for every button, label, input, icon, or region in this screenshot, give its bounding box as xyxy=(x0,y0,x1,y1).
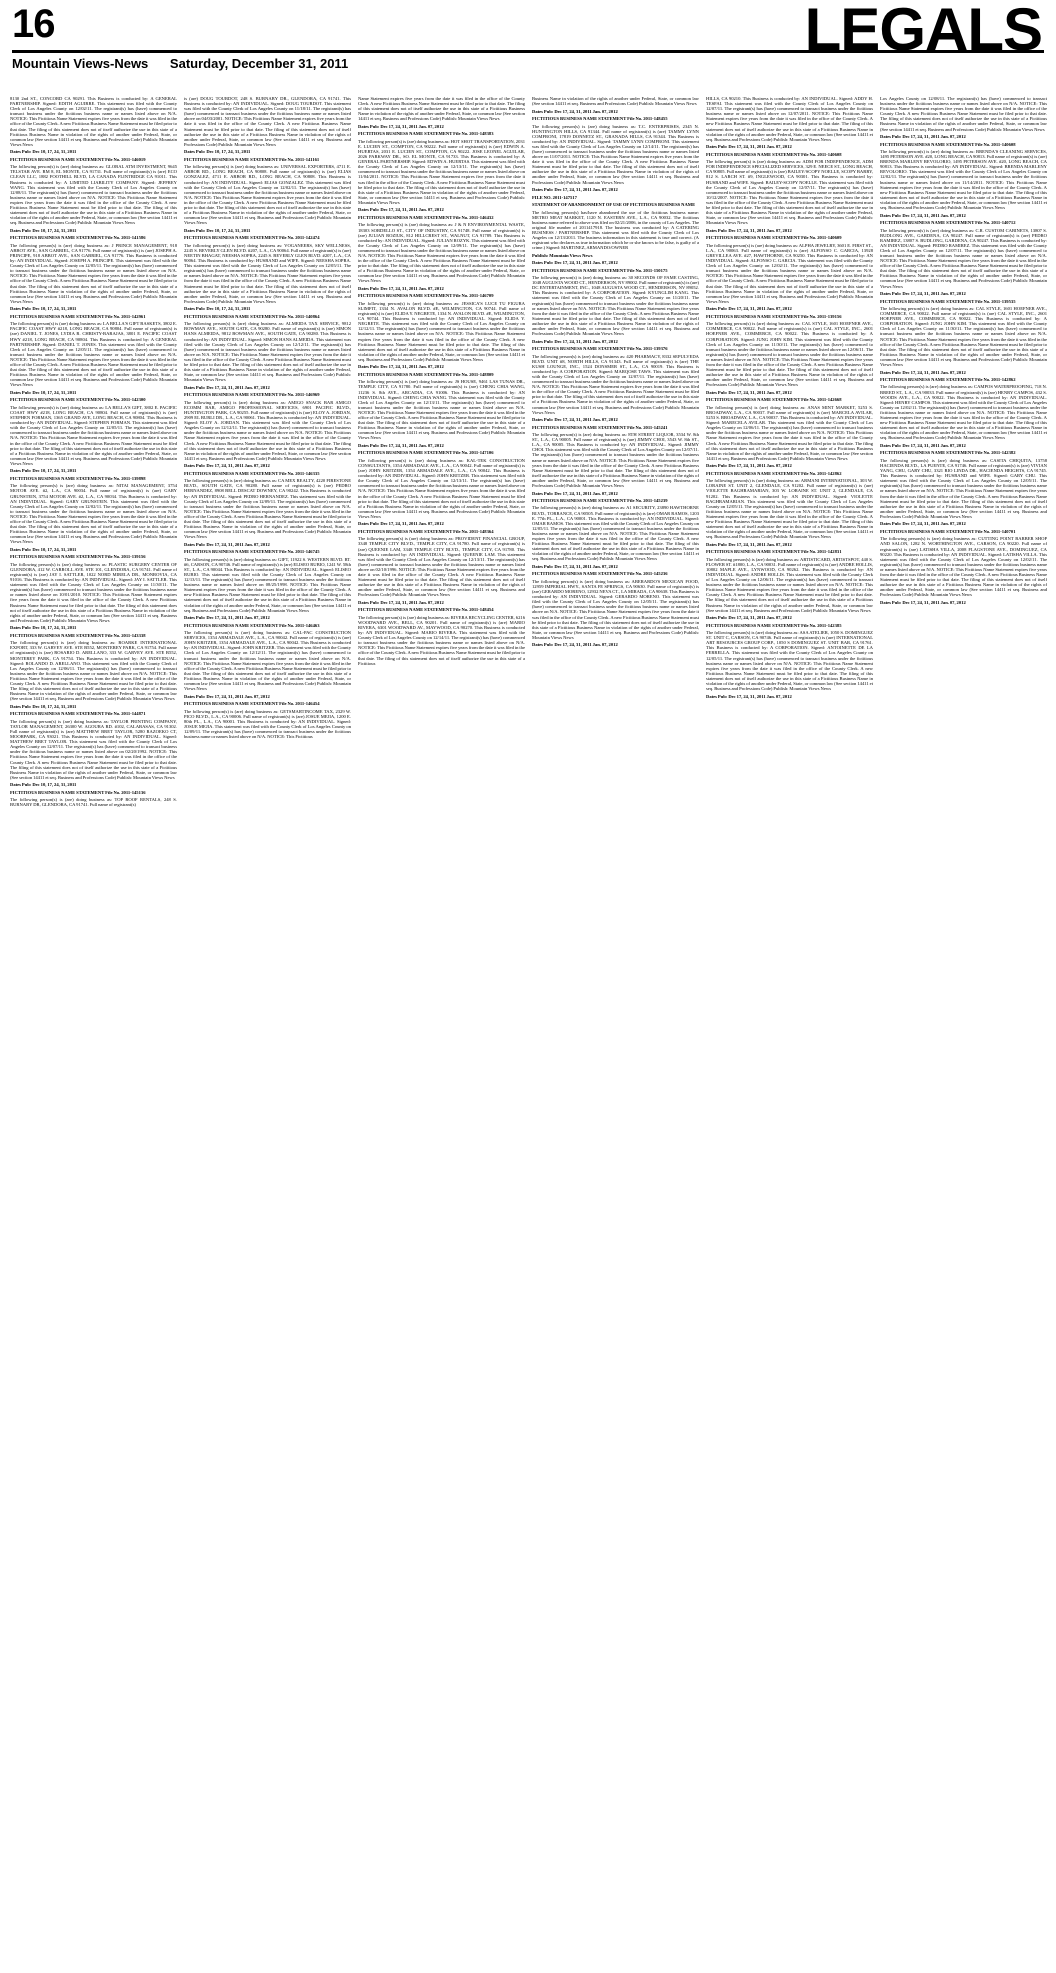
notice-paragraph: The following person(s) is (are) doing business as: CAL STYLE, 1601 HOEFNER AVE., COMMERCE, CA 90022. Full name of registrant(s) is (are) CAL STYLE, INC., 2601 HOEFNER AVE., COMMERCE, CA 90022. This Business is conducted by: A CORPORATION. Signed: JUNG JOHN KIM. This statement was filed with the County Clerk of Los Angeles County on 11/30/11. The registrant(s) has (have) commenced to transact business under the fictitious business name or names listed above on N/A. NOTICE: This Fictitious Name Statement expires five years from the date it was filed in the office of the County Clerk. A new Fictitious Business Name Statement must be filed prior to that date. The filing of this statement does not of itself authorize the use in this state of a Fictitious Business Name in violation of the rights of another under Federal, State, or common law (See section 14411 et seq. Business and Professions Code) Publish: Mountain Views News xyxy=(880,305,1047,368)
notice-heading: FICTITIOUS BUSINESS NAME STATEMENT File No. 2011-142862 xyxy=(706,470,842,476)
paper-identification xyxy=(12,56,348,71)
notice-heading: FICTITIOUS BUSINESS NAME STATEMENT File No. 2011-146709 xyxy=(358,293,494,299)
notice-heading: Dates Pub: Dec 10, 17, 24, 31, 2011 xyxy=(10,389,77,395)
notice-paragraph: The following person(s) is (are) doing business as: C.R. CUSTOM CABINETS, 13807 S. BUDLONG AVE., GARDENA, CA 90247. Full name of registrant(s) is (are) PEDRO RAMIREZ, 13807 S. BUDLONG, GARDENA, CA 90247. This Business is conducted by: AN INDIVIDUAL. Signed: PEDRO RAMIREZ. This statement was filed with the County Clerk of Los Angeles County on 12/07/11. The registrant(s) has (have) commenced to transact business under the fictitious business name or names listed above on N/A. NOTICE: This Fictitious Name Statement expires five years from the date it was filed in the office of the County Clerk. A new Fictitious Business Name Statement must be filed prior to that date. The filing of this statement does not of itself authorize the use in this state of a Fictitious Business Name in violation of the rights of another under Federal, State, or common law (See section 14411 et seq. Business and Professions Code) Publish: Mountain Views News xyxy=(880,227,1047,289)
notice-heading: Dates Pub: Dec 17, 24, 31, 2011 Jan. 07, 2012 xyxy=(358,285,444,291)
notice-heading: Dates Pub: Dec 10, 17, 24, 31, 2011 xyxy=(10,625,77,631)
notice-heading: FICTITIOUS BUSINESS NAME STATEMENT File No. 2011-142862 xyxy=(880,376,1016,382)
notice-paragraph: The following person(s) is (are) doing business as: 420 PHARMACY, 8332 SEPULVEDA BLVD. UNIT #8, NORTH HILLS, CA 91343. Full name of registrant(s) is (are) THE KUSH LOUNGE, INC., 1524 DONSMER ST., L.A., CA 90019. This Business is conducted by: A CORPORATION. Signed: MARQOSE TAWS. This statement was filed with the County Clerk of Los Angeles County on 12/07/11. The registrant(s) has (have) commenced to transact business under the fictitious business name or names listed above on N/A. NOTICE: This Fictitious Name Statement expires five years from the date it was filed in the office of the County Clerk. A new Fictitious Business Name Statement must be filed prior to that date. The filing of this statement does not of itself authorize the use in this state of a Fictitious Business Name in violation of the rights of another under Federal, State, or common law (See section 14411 et seq. Business and Professions Code) Publish: Mountain Views News xyxy=(532,353,699,415)
notice-paragraph: The following person(s) is (are) doing business as: 8TH STREET LIQUOR, 3534 W. 8th ST., L.A., CA 90005. Full name of registrant(s) is (are) JIMMY CHOI, 3543 W. 8th ST., L.A., CA 90005. This Business is conducted by: AN INDIVIDUAL. Signed: JIMMY CHOI. This statement was filed with the County Clerk of Los Angeles County on 12/07/11. The registrant(s) has (have) commenced to transact business under the fictitious business name or names listed above on N/A. NOTICE: This Fictitious Name Statement expires five years from the date it was filed in the office of the County Clerk. A new Fictitious Business Name Statement must be filed prior to that date. The filing of this statement does not of itself authorize the use in this state of a Fictitious Business Name in violation of the rights of another under Federal, State, or common law (See section 14411 et seq. Business and Professions Code) Publish: Mountain Views News xyxy=(532,432,699,489)
notice-heading: Dates Pub: Dec 10, 17, 24, 31, 2011 xyxy=(184,227,251,233)
notice-heading: FICTITIOUS BUSINESS NAME STATEMENT File No. 2011-140712 xyxy=(880,220,1016,226)
notice-heading: Dates Pub: Dec 17, 24, 31, 2011 Jan. 07, 2012 xyxy=(184,463,270,469)
notice-heading: Dates Pub: Dec 10, 17, 24, 31, 2011 xyxy=(184,306,251,312)
notice-heading: FICTITIOUS BUSINESS NAME STATEMENT File No. 2011-143338 xyxy=(10,632,146,638)
notice-heading: FICTITIOUS BUSINESS NAME STATEMENT File No. 2011-146432 xyxy=(358,214,494,220)
notice-heading: FICTITIOUS BUSINESS NAME STATEMENT File No. 2011-148364 xyxy=(358,528,494,534)
notice-heading: Dates Pub: Dec 17, 24, 31, 2011 Jan. 07, 2012 xyxy=(880,291,966,297)
paper-name: Mountain Views-News xyxy=(12,56,149,71)
notice-heading: Dates Pub: Dec 17, 24, 31, 2011 Jan. 07, 2012 xyxy=(706,389,792,395)
section-title: LEGALS xyxy=(804,0,1042,63)
notice-heading: FICTITIOUS BUSINESS NAME STATEMENT File No. 2011-142668 xyxy=(706,397,842,403)
issue-date: Saturday, December 31, 2011 xyxy=(169,56,349,71)
notice-heading: Dates Pub: Dec 17, 24, 31, 2011 Jan. 07, 2012 xyxy=(184,693,270,699)
notice-heading: Dates Pub: Dec 17, 24, 31, 2011 Jan. 07, 2012 xyxy=(358,442,444,448)
notice-heading: Dates Pub: Dec 17, 24, 31, 2011 Jan. 07, 2012 xyxy=(706,615,792,621)
notice-heading: Dates Pub: Dec 10, 17, 24, 31, 2011 xyxy=(10,149,77,155)
notice-heading: Dates Pub: Dec 17, 24, 31, 2011 Jan. 07, 2012 xyxy=(880,212,966,218)
notice-paragraph: The following person(s) is (are) doing business as: BRENDA'S CLEANING SERVICES, 1495 PETERSON AVE. #20, LONG BEACH, CA 90813. Full name of registrant(s) is (are) BRENDA MARLENY REVOLORIO, 1495 PETERSON AVE. #20, LONG BEACH, CA 90813. This Business is conducted by: AN INDIVIDUAL. Signed: BRENDA MARLENY REVOLORIO. This statement was filed with the County Clerk of Los Angeles County on 12/02/11. The registrant(s) has (have) commenced to transact business under the fictitious business name or names listed above on 11/14/2011. NOTICE: This Fictitious Name Statement expires five years from the date it was filed in the office of the County Clerk. A new Fictitious Business Name Statement must be filed prior to that date. The filing of this statement does not of itself authorize the use in this state of a Fictitious Business Name in violation of the rights of another under Federal, State, or common law (See section 14411 et seq. Business and Professions Code) Publish: Mountain Views News xyxy=(880,149,1047,211)
notice-heading: FICTITIOUS BUSINESS NAME STATEMENT File No. 2011-140609 xyxy=(706,235,842,241)
notice-paragraph: The following person(s) is (are) doing business as: GETSMARTINCOME TAX, 2329 W. PICO BLVD., L.A., CA 90006. Full name of registrant(s) is (are) JOSUE MEJIA, 1200 E. 80th PL., L.A., CA 90001. This Business is conducted by: AN INDIVIDUAL. Signed: JOSUE MEJIA. This statement was filed with the County Clerk of Los Angeles County on 12/09/11. The registrant(s) has (have) commenced to transact business under the fictitious business name or names listed above on N/A. NOTICE: This Fictitious xyxy=(184,708,351,740)
notice-paragraph: The following person(s) is (are) doing business as: J & N ENVIRONMENTAL WASTE, 18303 SORDELLO ST., CITY OF INDUSTRY, CA 91748. Full name of registrant(s) is (are) JULIAN ROZIUK, 812 HILLCREST ST., WALNUT, CA 91789. This Business is conducted by: AN INDIVIDUAL. Signed: JULIAN ROZYK. This statement was filed with the County Clerk of Los Angeles County on 12/09/11. The registrant(s) has (have) commenced to transact business under the fictitious business name or names listed above on N/A. NOTICE: This Fictitious Name Statement expires five years from the date it was filed in the office of the County Clerk. A new Fictitious Business Name Statement must be filed prior to that date. The filing of this statement does not of itself authorize the use in this state of a Fictitious Business Name in violation of the rights of another under Federal, State, or common law (See section 14411 et seq. Business and Professions Code) Publish: Mountain Views News xyxy=(358,222,525,284)
notice-heading: FICTITIOUS BUSINESS NAME STATEMENT File No. 2011-141161 xyxy=(184,156,320,162)
notice-heading: Dates Pub: Dec 17, 24, 31, 2011 Jan. 07, 2012 xyxy=(532,417,618,423)
notice-heading: FICTITIOUS BUSINESS NAME STATEMENT File No. 2011-140608 xyxy=(880,141,1016,147)
notice-paragraph: The following person(s) is (are) doing business as: GLOBAL ATM INVESTMENT, 9645 TELSTAR AVE. RM 8, EL MONTE, CA 91731. Full name of registrant(s) is (are) ECO CLEAN LLC, 1882 FOOTHILL BLVD, LA CANADA FLINTRIDGE CA 91011. This Business is conducted by: A LIMITED LIABILITY COMPANY. Signed: JEFFREY WANG. This statement was filed with the County Clerk of Los Angeles County on 12/08/11. The registrant(s) has (have) commenced to transact business under the fictitious business name or names listed above on N/A. NOTICE: This Fictitious Name Statement expires five years from the date it was filed in the office of the County Clerk. A new Fictitious Business Name Statement must be filed prior to that date. The filing of this statement does not of itself authorize the use in this state of a Fictitious Business Name in violation of the rights of another under Federal, State, or common law (See section 14411 et seq. Business and Professions Code) Publish: Mountain Views News xyxy=(10,164,177,226)
notice-heading: Dates Pub: Dec 17, 24, 31, 2011 Jan. 07, 2012 xyxy=(532,563,618,569)
notice-heading: FICTITIOUS BUSINESS NAME STATEMENT File No. 2011-139156 xyxy=(706,313,842,319)
notice-paragraph: The following person(s) is (are) doing business as: CUTTING POINT BARBER SHOP AND SALON, 1282 N. WORTHINGTON AVE., CARSON, CA 90220. Full name of registrant(s) is (are) LATISHA VILLA, 2008 FLAGSTONE AVE., DOMINGUEZ, CA 90220. This Business is conducted by: AN INDIVIDUAL. Signed: LATISHA VILLA. This statement was filed with the County Clerk of Los Angeles County on 12/02/11. The registrant(s) has (have) commenced to transact business under the fictitious business name or names listed above on N/A. NOTICE: This Fictitious Name Statement expires five years from the date it was filed in the office of the County Clerk. A new Fictitious Business Name Statement must be filed prior to that date. The filing of this statement does not of itself authorize the use in this state of a Fictitious Business Name in violation of the rights of another under Federal, State, or common law (See section 14411 et seq. Business and Professions Code) Publish: Mountain Views News xyxy=(880,536,1047,598)
notice-paragraph: The following person(s) is (are) doing business as: CAL-PAC CONSTRUCTION SERVICES, 1354 ARMADALE AVE., L.A., CA 90042. Full name of registrant(s) is (are) JOHN KRITZER, 1354 ARMADALE AVE., L.A., CA 90042. This Business is conducted by: AN INDIVIDUAL. Signed: JOHN KRITZER. This statement was filed with the County Clerk of Los Angeles County on 12/12/11. The registrant(s) has (have) commenced to transact business under the fictitious business name or names listed above on N/A. NOTICE: This Fictitious Name Statement expires five years from the date it was filed in the office of the County Clerk. A new Fictitious Business Name Statement must be filed prior to that date. The filing of this statement does not of itself authorize the use in this state of a Fictitious Business Name in violation of the rights of another under Federal, State, or common law (See section 14411 et seq. Business and Professions Code) Publish: Mountain Views News xyxy=(184,630,351,692)
notice-heading: Dates Pub: Dec 17, 24, 31, 2011 Jan. 07, 2012 xyxy=(532,642,618,648)
notice-heading: FICTITIOUS BUSINESS NAME STATEMENT File No. 2011-142300 xyxy=(10,397,146,403)
notice-heading: Dates Pub: Dec 17, 24, 31, 2011 Jan. 07, 2012 xyxy=(706,306,792,312)
legal-column xyxy=(358,96,525,1964)
legal-column xyxy=(10,96,177,1964)
notice-heading: FICTITIOUS BUSINESS NAME STATEMENT File No. 2011-146463 xyxy=(184,622,320,628)
notice-heading: FICTITIOUS BUSINESS NAME STATEMENT File No. 2011-145236 xyxy=(532,571,668,577)
notice-paragraph: The following person(s) is (are) doing business as: ARTISTICARD, ARTISTSPOT, 440 S. FLOWER ST. #1800, L.A., CA 90031. Full name of registrant(s) is (are) ANDRE HOLLIS, 10802 MAPLE AVE., LYNWOOD, CA 90262. This Business is conducted by: AN INDIVIDUAL. Signed: ANDRE HOLLIS. This statement was filed with the County Clerk of Los Angeles County on 12/06/11. The registrant(s) has (have) commenced to transact business under the fictitious business name or names listed above on N/A. NOTICE: This Fictitious Name Statement expires five years from the date it was filed in the office of the County Clerk. A new Fictitious Business Name Statement must be filed prior to that date. The filing of this statement does not of itself authorize the use in this state of a Fictitious Business Name in violation of the rights of another under Federal, State, or common law (See section 14411 et seq. Business and Professions Code) Publish: Mountain Views News xyxy=(706,556,873,613)
notice-heading: FICTITIOUS BUSINESS NAME STATEMENT File No. 2011-139898 xyxy=(10,475,146,481)
notice-paragraph: The following person(s) is (are) doing business as: ASA ATELIER, 1050 S. DOMINGUEZ ST. UNIT C, CARSON, CA 90746. Full name of registrant(s) is (are) INTERNATIONAL ART RESOURCES GROUP CORP., 1050 S DOMINGUEZ ST. UNIT BAR, CA 91761. This Business is conducted by: A CORPORATION. Signed: ANTOINETTE DE LA FERRELLA. This statement was filed with the County Clerk of Los Angeles County on 12/05/11. The registrant(s) has (have) commenced to transact business under the fictitious business name or names listed above on N/A. NOTICE: This Fictitious Name Statement expires five years from the date it was filed in the office of the County Clerk. A new Fictitious Business Name Statement must be filed prior to that date. The filing of this statement does not of itself authorize the use in this state of a Fictitious Business Name in violation of the rights of another under Federal, State, or common law (See section 14411 et seq. Business and Professions Code) Publish: Mountain Views News xyxy=(706,630,873,692)
notice-heading: FICTITIOUS BUSINESS NAME STATEMENT File No. 2011-142831 xyxy=(706,549,842,555)
notice-paragraph: The following person(s) is (are) doing business as: T.C. ENTERPRISES, 2345 N. HUNTINGTON HILLS, CA 91344. Full name of registrant(s) is (are) TAMMY LYNN COMFRONI, 17819 DONNETZ ST., GRANADA HILLS, CA 91344. This Business is conducted by: AN INDIVIDUAL. Signed: TAMMY LYNN COMFRONI. This statement was filed with the County Clerk of Los Angeles County on 12/14/11. The registrant(s) has (have) commenced to transact business under the fictitious business name or names listed above on 11/07/2011. NOTICE: This Fictitious Name Statement expires five years from the date it was filed in the office of the County Clerk. A new Fictitious Business Name Statement must be filed prior to that date. The filing of this statement does not of itself authorize the use in this state of a Fictitious Business Name in violation of the rights of another under Federal, State, or common law (See section 14411 et seq. Business and Professions Code) Publish: Mountain Views News xyxy=(532,123,699,185)
notice-heading: FICTITIOUS BUSINESS NAME STATEMENT File No. 2011-146745 xyxy=(184,549,320,555)
notice-paragraph: The following person(s) is (are) doing business as: LA BELLA'S GIFT BASKETS, 3802 E. PACIFIC COAST HWY #218, LONG BEACH, CA 90804. Full name of registrant(s) is (are) DANIEL T. JONES, LYDIA R. CHRISTY-BARAJAS, 3801 E. PACIFIC COAST HWY #218, LONG BEACH, CA 90804. This Business is conducted by: A GENERAL PARTNERSHIP. Signed: DANIEL T. JONES. This statement was filed with the County Clerk of Los Angeles County on 12/05/11. The registrant(s) has (have) commenced to transact business under the fictitious business name or names listed above on N/A. NOTICE: This Fictitious Name Statement expires five years from the date it was filed in the office of the County Clerk. A new Fictitious Business Name Statement must be filed prior to that date. The filing of this statement does not of itself authorize the use in this state of a Fictitious Business Name in violation of the rights of another under Federal, State, or common law (See section 14411 et seq. Business and Professions Code) Publish: Mountain Views News xyxy=(10,321,177,388)
notice-paragraph: HILLS, CA 90210. This Business is conducted by: AN INDIVIDUAL. Signed: ADDY H. TESFAI. This statement was filed with the County Clerk of Los Angeles County on 12/07/11. The registrant(s) has (have) commenced to transact business under the fictitious business name or names listed above on 12/07/2011. NOTICE: This Fictitious Name Statement expires five years from the date it was filed in the office of the County Clerk. A new Fictitious Business Name Statement must be filed prior to that date. The filing of this statement does not of itself authorize the use in this state of a Fictitious Business Name in violation of the rights of another under Federal, State, or common law (See section 14411 et seq. Business and Professions Code) Publish: Mountain Views News xyxy=(706,96,873,142)
notice-heading: Dates Pub: Dec 10, 17, 24, 31, 2011 xyxy=(10,306,77,312)
notice-heading: FICTITIOUS BUSINESS NAME STATEMENT File No. 2011-139376 xyxy=(532,346,668,352)
notice-heading: FICTITIOUS BUSINESS NAME STATEMENT File No. 2011-144871 xyxy=(10,711,146,717)
notice-heading: Dates Pub: Dec 10, 17, 24, 31, 2011 xyxy=(10,703,77,709)
notice-heading: Dates Pub: Dec 17, 24, 31, 2011 Jan. 07, 2012 xyxy=(532,108,618,114)
notice-paragraph: The following person(s) is (are) doing business as: JESSICA'S LUCE TU FIGURA SLIMFIT, 1334 N. AVALON BLVD. #E, WILMINGTON, CA 90744. Full name of registrant(s) is (are) ELIDA Y. NEGRETE, 1334 N. AVALON BLVD. #E, WILMINGTON, CA 90744. This Business is conducted by: AN INDIVIDUAL. Signed: ELIDA Y. NEGRETE. This statement was filed with the County Clerk of Los Angeles County on 12/12/11. The registrant(s) has (have) commenced to transact business under the fictitious business name or names listed above on N/A. NOTICE: This Fictitious Name Statement expires five years from the date it was filed in the office of the County Clerk. A new Fictitious Business Name Statement must be filed prior to that date. The filing of this statement does not of itself authorize the use in this state of a Fictitious Business Name in violation of the rights of another under Federal, State, or common law (See section 14411 et seq. Business and Professions Code) Publish: Mountain Views News xyxy=(358,300,525,362)
notice-heading: Dates Pub: Dec 17, 24, 31, 2011 Jan. 07, 2012 xyxy=(532,338,618,344)
notice-heading: FICTITIOUS BUSINESS NAME STATEMENT File No. 2011-142474 xyxy=(184,235,320,241)
notice-heading: FICTITIOUS BUSINESS NAME STATEMENT File No. 2011-146969 xyxy=(184,392,320,398)
notice-heading: FICTITIOUS BUSINESS NAME STATEMENT File No. 2011-148455 xyxy=(532,116,668,122)
notice-heading: Dates Pub: Dec 17, 24, 31, 2011 Jan. 07, 2012 xyxy=(532,260,618,266)
notice-heading: Dates Pub: Dec 17, 24, 31, 2011 Jan. 07, 2012 xyxy=(184,384,270,390)
notice-heading: FICTITIOUS BUSINESS NAME STATEMENT File No. 2011-148809 xyxy=(358,371,494,377)
notice-heading: Dates Pub: Dec 17, 24, 31, 2011 Jan. 07, 2012 xyxy=(184,615,270,621)
notice-paragraph: The following person(s) is (are) doing business as: CAL STYLE, 1601 HOEFNER AVE., COMMERCE, CA 90022. Full name of registrant(s) is (are) CAL STYLE, INC., 2601 HOEFNER AVE., COMMERCE, CA 90022. This Business is conducted by: A CORPORATION. Signed: JUNG JOHN KIM. This statement was filed with the County Clerk of Los Angeles County on 11/30/11. The registrant(s) has (have) commenced to transact business under the fictitious business name or names listed above on 12/06/11. The registrant(s) has (have) commenced to transact business under the fictitious business name or names listed above on N/A. NOTICE: This Fictitious Name Statement expires five years from the date it was filed in the office of the County Clerk. A new Fictitious Business Name Statement must be filed prior to that date. The filing of this statement does not of itself authorize the use in this state of a Fictitious Business Name in violation of the rights of another under Federal, State, or common law (See section 14411 et seq. Business and Professions Code) Publish: Mountain Views News xyxy=(706,321,873,388)
notice-heading: FILE NO. 2011-147517 xyxy=(532,194,577,200)
notice-heading: FICTITIOUS BUSINESS NAME STATEMENT File No. 2011-142385 xyxy=(706,622,842,628)
notice-heading: Dates Pub: Dec 17, 24, 31, 2011 Jan. 07, 2012 xyxy=(706,463,792,469)
notice-paragraph: The following person(s) is (are) doing business as: ADM FOR INDEPENDENCE, ADM FOR INDEPENDENCE SPECIALIZED SERVICES, 329 E. NEECE ST., LONG BEACH, CA 90805. Full name of registrant(s) is (are) BAILEY/SCOPY NOELLE, SCOPY BARRY, 812 S. LARCH ST. #9, INGLEWOOD, CA 90301. This Business is conducted by: HUSBAND and WIFE. Signed: BAILEY-SCOPY NOELLE. This statement was filed with the County Clerk of Los Angeles County on 12/07/11. The registrant(s) has (have) commenced to transact business under the fictitious business name or names listed above on 10/12/2007. NOTICE: This Fictitious Name Statement expires five years from the date it was filed in the office of the County Clerk. A new Fictitious Business Name Statement must be filed prior to that date. The filing of this statement does not of itself authorize the use in this state of a Fictitious Business Name in violation of the rights of another under Federal, State, or common law (See section 14411 et seq. Business and Professions Code) Publish: Mountain Views News xyxy=(706,159,873,226)
notice-paragraph: The following person(s) is (are) doing business as: A1 SECURITY, 23890 HAWTHORNE BLVD., TORRANCE, CA 90505. Full name of registrant(s) is (are) OMAR RAMOS, 1203 E. 77th PL., L.A., CA 90001. This Business is conducted by: AN INDIVIDUAL. Signed: OMAR RAMOS. This statement was filed with the County Clerk of Los Angeles County on 12/05/11. The registrant(s) has (have) commenced to transact business under the fictitious business name or names listed above on N/A. NOTICE: This Fictitious Name Statement expires five years from the date it was filed in the office of the County Clerk. A new Fictitious Business Name Statement must be filed prior to that date. The filing of this statement does not of itself authorize the use in this state of a Fictitious Business Name in violation of the rights of another under Federal, State, or common law (See section 14411 et seq. Business and Professions Code) Publish: Mountain Views News xyxy=(532,505,699,562)
notice-paragraph: The following person(s) is (are) doing business as: CA MEX REALTY, 4220 FIRESTONE BLVD., SOUTH GATE, CA 90280. Full name of registrant(s) is (are) PEDRO HERNANDEZ, 8908 BELL DESCAT DOWNEY, CA 90242. This Business is conducted by: AN INDIVIDUAL. Signed: PEDRO HERNANDEZ. This statement was filed with the County Clerk of Los Angeles County on 12/09/11. The registrant(s) has (have) commenced to transact business under the fictitious business name or names listed above on N/A. NOTICE: This Fictitious Name Statement expires five years from the date it was filed in the office of the County Clerk. A new Fictitious Business Name Statement must be filed prior to that date. The filing of this statement does not of itself authorize the use in this state of a Fictitious Business Name in violation of the rights of another under Federal, State, or common law (See section 14411 et seq. Business and Professions Code) Publish: Mountain Views News xyxy=(184,478,351,540)
notice-heading: Dates Pub: Dec 10, 17, 24, 31, 2011 xyxy=(10,546,77,552)
notice-paragraph: The following person(s) is (are) doing business as: GIFT, 11922 S. WESTERN BLVD. RT. #6, CARSON, CA 90746. Full name of registrant(s) is (are) ELISEO RUBIO, 1241 W. 58th ST., L.A., CA 90044. This Business is conducted by: AN INDIVIDUAL. Signed: ELISEO RUBIO. This statement was filed with the County Clerk of Los Angeles County on 12/13/11. The registrant(s) has (have) commenced to transact business under the fictitious business name or names listed above on 08/25/1998. NOTICE: This Fictitious Name Statement expires five years from the date it was filed in the office of the County Clerk. A new Fictitious Business Name Statement must be filed prior to that date. The filing of this statement does not of itself authorize the use in this state of a Fictitious Business Name in violation of the rights of another under Federal, State, or common law (See section 14411 et seq. Business and Professions Code) Publish: Mountain Views News xyxy=(184,556,351,613)
legal-notice-columns xyxy=(10,96,1046,1964)
notice-heading: FICTITIOUS BUSINESS NAME STATEMENT File No. 2011-150175 xyxy=(532,267,668,273)
notice-heading: Publish: Mountain Views News xyxy=(532,252,593,258)
notice-paragraph: The following person(s) has/have abandoned the use of the fictitious business name: METRO MEAT MARKET, 1120 N. EASTERN AVE., L.A., CA 90032. The fictitious business name referred to above was filed on 02/21/2006, in the county of Los Angeles. The original file number of 2011417918. The business was conducted by: A CATERING BUSINESS / PARTNERSHIP. This statement was filed with the County Clerk of Los Angeles on 12/13/2011. The business information in this statement is true and correct. (A registrant who declares as true information which he or she knows to be false, is guilty of a crime.) Signed: MARTINEZ, ARMANDO/OWNER xyxy=(532,209,699,251)
notice-heading: Dates Pub: Dec 17, 24, 31, 2011 Jan. 07, 2012 xyxy=(706,144,792,150)
notice-heading: Dates Pub: Dec 17, 24, 31, 2011 Jan. 07, 2012 xyxy=(880,134,966,140)
notice-heading: FICTITIOUS BUSINESS NAME STATEMENT File No. 2011-142382 xyxy=(880,450,1016,456)
masthead-left xyxy=(12,4,55,44)
notice-paragraph: The following person(s) is (are) doing business as: JS HOUSE, 9461 LAS TUNAS DR., TEMPLE CITY, CA 91780. Full name of registrant(s) is (are) CHENG CHIA WANG, 11236 S. 8th AVE., ARCADIA, CA 91006. This Business is conducted by: AN INDIVIDUAL. Signed: CHENG CHIA WANG. This statement was filed with the County Clerk of Los Angeles County on 12/13/11. The registrant(s) has (have) commenced to transact business under the fictitious business name or names listed above on N/A. NOTICE: This Fictitious Name Statement expires five years from the date it was filed in the office of the County Clerk. A new Fictitious Business Name Statement must be filed prior to that date. The filing of this statement does not of itself authorize the use in this state of a Fictitious Business Name in violation of the rights of another under Federal, State, or common law (See section 14411 et seq. Business and Professions Code) Publish: Mountain Views News xyxy=(358,379,525,441)
notice-heading: Dates Pub: Dec 10, 17, 24, 31, 2011 xyxy=(10,227,77,233)
legal-column xyxy=(880,96,1047,1964)
notice-heading: FICTITIOUS BUSINESS NAME STATEMENT File No. 2011-146335 xyxy=(184,470,320,476)
notice-paragraph: The following person(s) is (are) doing business as: 30 SECONDS OF FAME CASTING, 1048 AUGUSTA WOOD CT., HENDERSON, NV 89002. Full name of registrant(s) is (are) DC ENTERTAINMENT, INC., 1048 AUGUSTA WOOD CT., HENDERSON, NV 89052. This Business is conducted by: A CORPORATION. Signed: KYUNGLIM KANG. This statement was filed with the County Clerk of Los Angeles County on 11/20/11. The registrant(s) has (have) commenced to transact business under the fictitious business name or names listed above on N/A. NOTICE: This Fictitious Name Statement expires five years from the date it was filed in the office of the County Clerk. A new Fictitious Business Name Statement must be filed prior to that date. The filing of this statement does not of itself authorize the use in this state of a Fictitious Business Name in violation of the rights of another under Federal, State, or common law (See section 14411 et seq. Business and Professions Code) Publish: Mountain Views News xyxy=(532,275,699,337)
notice-paragraph: The following person(s) is (are) doing business as: AMIGO SNACK BAR AMIGO ECOMM BAR, AMIGO PROFESSIONAL SERVICES, 6901 PACIFIC BLVD., HUNTINGTON PARK, CA 90255. Full name of registrant(s) is (are) ELOY A. JORDAN, 2909 EL BURLI DR., L.A., CA 90061. This Business is conducted by: AN INDIVIDUAL. Signed: ELOY A. JORDAN. This statement was filed with the County Clerk of Los Angeles County on 12/12/11. The registrant(s) has (have) commenced to transact business under the fictitious business name or names listed above on N/A. NOTICE: This Fictitious Name Statement expires five years from the date it was filed in the office of the County Clerk. A new Fictitious Business Name Statement must be filed prior to that date. The filing of this statement does not of itself authorize the use in this state of a Fictitious Business Name in violation of the rights of another under Federal, State, or common law (See section 14411 et seq. Business and Professions Code) Publish: Mountain Views News xyxy=(184,399,351,461)
notice-heading: Dates Pub: Dec 10, 17, 24, 31, 2011 xyxy=(184,149,251,155)
legal-column xyxy=(706,96,873,1964)
page-number: 16 xyxy=(12,2,55,46)
notice-heading: Dates Pub: Dec 17, 24, 31, 2011 Jan. 07, 2012 xyxy=(532,187,618,193)
notice-heading: Dates Pub: Dec 17, 24, 31, 2011 Jan. 07, 2012 xyxy=(706,227,792,233)
notice-paragraph: The following person(s) is (are) doing business as: ALPHA JEWELRY, 3601 E. FIRST ST., L.A., CA 90063. Full name of registrant(s) is (are) ALFONSO C. GARCIA, 13928 GREVILLEA AVE. #27, HAWTHORNE, CA 90250. This Business is conducted by: AN INDIVIDUAL. Signed: ALFONSO C. GARCIA. This statement was filed with the County Clerk of Los Angeles County on 12/02/11. The registrant(s) has (have) commenced to transact business under the fictitious business name or names listed above on N/A. NOTICE: This Fictitious Name Statement expires five years from the date it was filed in the office of the County Clerk. A new Fictitious Business Name Statement must be filed prior to that date. The filing of this statement does not of itself authorize the use in this state of a Fictitious Business Name in violation of the rights of another under Federal, State, or common law (See section 14411 et seq. Business and Professions Code) Publish: Mountain Views News xyxy=(706,242,873,304)
notice-paragraph: The following person(s) is (are) doing business as: NITAI MANAGEMENT, 3754 MOTOR AVE. #2, L.A., CA 90034. Full name of registrant(s) is (are) GARY GRUNSTEIN, 3754 MOTOR AVE. #2, L.A., CA 90034. This Business is conducted by: AN INDIVIDUAL. Signed: GARY GRUNSTEIN. This statement was filed with the County Clerk of Los Angeles County on 12/02/11. The registrant(s) has (have) commenced to transact business under the fictitious business name or names listed above on N/A. NOTICE: This Fictitious Name Statement expires five years from the date it was filed in the office of the County Clerk. A new Fictitious Business Name Statement must be filed prior to that date. The filing of this statement does not of itself authorize the use in this state of a Fictitious Business Name in violation of the rights of another under Federal, State, or common law (See section 14411 et seq. Business and Professions Code) Publish: Mountain Views News xyxy=(10,483,177,545)
notice-paragraph: The following person(s) is (are) doing business as: UNIVERSAL EXPORTERS, 4711 E. ARBOR RD., LONG BEACH, CA 90808. Full name of registrant(s) is (are) ELIAS GONZALEZ, 4711 E. ARBOR RD., LONG BEACH, CA 90808. This Business is conducted by: AN INDIVIDUAL. Signed: ELIAS GONZALEZ. This statement was filed with the County Clerk of Los Angeles County on 12/02/11. The registrant(s) has (have) commenced to transact business under the fictitious business name or names listed above on N/A. NOTICE: This Fictitious Name Statement expires five years from the date it was filed in the office of the County Clerk. A new Fictitious Business Name Statement must be filed prior to that date. The filing of this statement does not of itself authorize the use in this state of a Fictitious Business Name in violation of the rights of another under Federal, State, or common law (See section 14411 et seq. Business and Professions Code) Publish: Mountain Views News xyxy=(184,164,351,226)
notice-paragraph: The following person(s) is (are) doing business as: PLASTIC SURGERY CENTER OF GLENDORA, 412 W. CARROLL AVE. STE 101, GLENDORA, CA 91741. Full name of registrant(s) is (are) JAY I. SATTLER, 1022 NORD MIRELA DR., MONROVIA, CA 91016. This Business is conducted by: AN INDIVIDUAL. Signed: JAY I. SATTLER. This statement was filed with the County Clerk of Los Angeles County on 11/30/11. The registrant(s) has (have) commenced to transact business under the fictitious business name or names listed above on 10/01/2010. NOTICE: This Fictitious Name Statement expires five years from the date it was filed in the office of the County Clerk. A new Fictitious Business Name Statement must be filed prior to that date. The filing of this statement does not of itself authorize the use in this state of a Fictitious Business Name in violation of the rights of another under Federal, State, or common law (See section 14411 et seq. Business and Professions Code) Publish: Mountain Views News xyxy=(10,561,177,623)
notice-heading: Dates Pub: Dec 17, 24, 31, 2011 Jan. 07, 2012 xyxy=(358,207,444,213)
notice-heading: FICTITIOUS BUSINESS NAME STATEMENT File No. 2011-139156 xyxy=(10,554,146,560)
notice-heading: Dates Pub: Dec 17, 24, 31, 2011 Jan. 07, 2012 xyxy=(358,521,444,527)
notice-paragraph: The following person(s) is (are) doing business as: ABERARDO'S MEXICAN FOOD, 12959 IMPERIAL HWY., SANTA FE SPRINGS, CA 90630. Full name of registrant(s) is (are) GERARDO MORENO, 12932 NEVA CT., LA MIRADA, CA 90638. This Business is conducted by: AN INDIVIDUAL. Signed: GERARDO MORENO. This statement was filed with the County Clerk of Los Angeles County on 12/05/11. The registrant(s) has (have) commenced to transact business under the fictitious business name or names listed above on N/A. NOTICE: This Fictitious Name Statement expires five years from the date it was filed in the office of the County Clerk. A new Fictitious Business Name Statement must be filed prior to that date. The filing of this statement does not of itself authorize the use in this state of a Fictitious Business Name in violation of the rights of another under Federal, State, or common law (See section 14411 et seq. Business and Professions Code) Publish: Mountain Views News xyxy=(532,578,699,640)
notice-heading: FICTITIOUS BUSINESS NAME STATEMENT File No. 2011-142961 xyxy=(10,313,146,319)
notice-heading: Dates Pub: Dec 17, 24, 31, 2011 Jan. 07, 2012 xyxy=(880,442,966,448)
notice-paragraph: The following person(s) is (are) doing business as: RIVERA RECYCLING CENTER, 6216 WOODWARD AVE., BELL, CA 90201. Full name of registrant(s) is (are) MARIO RIVERA, 6301 WOODWARD AV., MAYWOOD, CA 90270. This Business is conducted by: AN INDIVIDUAL. Signed: MARIO RIVERA. This statement was filed with the County Clerk of Los Angeles County on 12/14/11. The registrant(s) has (have) commenced to transact business under the fictitious business name or names listed above on N/A. NOTICE: This Fictitious Name Statement expires five years from the date it was filed in the office of the County Clerk. A new Fictitious Business Name Statement must be filed prior to that date. The filing of this statement does not of itself authorize the use in this state of a Fictitious xyxy=(358,614,525,666)
notice-paragraph: Business Name in violation of the rights of another under Federal, State, or common law (See section 14411 et seq. Business and Professions Code) Publish: Mountain Views News xyxy=(532,96,699,107)
notice-paragraph: 8130 2nd ST., CONCORD CA 90291. This Business is conducted by: A GENERAL PARTNERSHIP. Signed: EDITH AGUIRRE. This statement was filed with the County Clerk of Los Angeles County on 12/02/11. The registrant(s) has (have) commenced to transact business under the fictitious business name or names listed above on N/A. NOTICE: This Fictitious Name Statement expires five years from the date it was filed in the office of the County Clerk. A new Fictitious Business Name Statement must be filed prior to that date. The filing of this statement does not of itself authorize the use in this state of a Fictitious Business Name in violation of the rights of another under Federal, State, or common law (See section 14411 et seq. Business and Professions Code) Publish: Mountain Views News xyxy=(10,96,177,147)
notice-heading: FICTITIOUS BUSINESS NAME STATEMENT File No. 2011-145239 xyxy=(532,497,668,503)
notice-paragraph: The following person(s) is (are) doing business as: TOP ROOF RENTALS, 248 S. BURNABY DR, GLENDORA, CA 91741. Full name of registrant(s) xyxy=(10,797,177,808)
notice-paragraph: Name Statement expires five years from the date it was filed in the office of the County Clerk. A new Fictitious Business Name Statement must be filed prior to that date. The filing of this statement does not of itself authorize the use in this state of a Fictitious Business Name in violation of the rights of another under Federal, State, or common law (See section 14411 et seq. Business and Professions Code) Publish: Mountain Views News xyxy=(358,96,525,122)
notice-heading: FICTITIOUS BUSINESS NAME STATEMENT File No. 2011-140864 xyxy=(184,313,320,319)
notice-heading: Dates Pub: Dec 17, 24, 31, 2011 Jan. 07, 2012 xyxy=(706,541,792,547)
notice-paragraph: Los Angeles County on 12/08/11. The registrant(s) has (have) commenced to transact business under the fictitious business name or names listed above on N/A. NOTICE: This Fictitious Name Statement expires five years from the date it was filed in the office of the County Clerk. A new Fictitious Business Name Statement must be filed prior to that date. The filing of this statement does not of itself authorize the use in this state of a Fictitious Business Name in violation of the rights of another under Federal, State, or common law (See section 14411 et seq. Business and Professions Code) Publish: Mountain Views News xyxy=(880,96,1047,132)
notice-heading: FICTITIOUS BUSINESS NAME STATEMENT File No. 2011-147106 xyxy=(358,450,494,456)
notice-heading: Dates Pub: Dec 17, 24, 31, 2011 Jan. 07, 2012 xyxy=(880,369,966,375)
notice-heading: Dates Pub: Dec 17, 24, 31, 2011 Jan. 07, 2012 xyxy=(880,599,966,605)
notice-heading: FICTITIOUS BUSINESS NAME STATEMENT File No. 2011-145136 xyxy=(10,789,146,795)
notice-paragraph: The following person(s) is (are) doing business as: KAL-TEK CONSTRUCTION CONSULTANTS, 1354 ARMADALE AVE., L.A., CA 90042. Full name of registrant(s) is (are) JOHN KRITZER, 1354 ARMADALE AVE., L.A., CA 90042. This Business is conducted by: AN INDIVIDUAL. Signed: JOHN KRITZER. This statement was filed with the County Clerk of Los Angeles County on 12/13/11. The registrant(s) has (have) commenced to transact business under the fictitious business name or names listed above on N/A. NOTICE: This Fictitious Name Statement expires five years from the date it was filed in the office of the County Clerk. A new Fictitious Business Name Statement must be filed prior to that date. The filing of this statement does not of itself authorize the use in this state of a Fictitious Business Name in violation of the rights of another under Federal, State, or common law (See section 14411 et seq. Business and Professions Code) Publish: Mountain Views News xyxy=(358,457,525,519)
notice-heading: Dates Pub: Dec 17, 24, 31, 2011 Jan. 07, 2012 xyxy=(358,599,444,605)
notice-heading: STATEMENT OF ABANDONMENT OF USE OF FICTITIOUS BUSINESS NAME xyxy=(532,202,696,208)
notice-heading: Dates Pub: Dec 17, 24, 31, 2011 Jan. 07, 2012 xyxy=(706,693,792,699)
notice-heading: FICTITIOUS BUSINESS NAME STATEMENT File No. 2011-146454 xyxy=(184,701,320,707)
masthead xyxy=(0,0,1056,92)
notice-paragraph: The following person(s) is (are) doing business as: ALMEIDA TAX SERVICE, 9812 BOWMAN AVE., SOUTH GATE, CA 90280. Full name of registrant(s) is (are) SIMON HANS ALMEIDA, 9812 BOWMAN AVE., SOUTH GATE, CA 90280. This Business is conducted by: AN INDIVIDUAL. Signed: SIMON HANS ALMEIDA. This statement was filed with the County Clerk of Los Angeles County on 12/12/11. The registrant(s) has (have) commenced to transact business under the fictitious business name or names listed above on N/A. NOTICE: This Fictitious Name Statement expires five years from the date it was filed in the office of the County Clerk. A new Fictitious Business Name Statement must be filed prior to that date. The filing of this statement does not of itself authorize the use in this state of a Fictitious Business Name in violation of the rights of another under Federal, State, or common law (See section 14411 et seq. Business and Professions Code) Publish: Mountain Views News xyxy=(184,321,351,383)
notice-paragraph: The following person(s) is (are) doing business as: CASITA CHIQUITA, 13758 HACIENDA BLVD., LA PUENTE, CA 91746. Full name of registrant(s) is (are) VIVIAN YANG, CHU, GARY CHU, 3321 RIO LINDA DR., HACIENDA HEIGHTS, CA 91745. This Business is conducted by: HUSBAND and WIFE. Signed: GARY CHU. This statement was filed with the County Clerk of Los Angeles County on 12/05/11. The registrant(s) has (have) commenced to transact business under the fictitious business name or names listed above on N/A. NOTICE: This Fictitious Name Statement expires five years from the date it was filed in the office of the County Clerk. A new Fictitious Business Name Statement must be filed prior to that date. The filing of this statement does not of itself authorize the use in this state of a Fictitious Business Name in violation of the rights of another under Federal, State, or common law (See section 14411 et seq. Business and Professions Code) Publish: Mountain Views News xyxy=(880,457,1047,519)
legal-column xyxy=(532,96,699,1964)
notice-paragraph: The following person(s) is (are) doing business as: ANAS MINT MARKET, 5253 S. BROADWAY, L.A., CA 90037. Full name of registrant(s) is (are) MARCELA AVILAR, 5253 S. BROADWAY, L.A., CA 90037. This Business is conducted by: AN INDIVIDUAL. Signed: MARECELA AVILAR. This statement was filed with the County Clerk of Los Angeles County on 12/06/11. The registrant(s) has (have) commenced to transact business under the fictitious business name or names listed above on N/A. NOTICE: This Fictitious Name Statement expires five years from the date it was filed in the office of the County Clerk. A new Fictitious Business Name Statement must be filed prior to that date. The filing of this statement does not of itself authorize the use in this state of a Fictitious Business Name in violation of the rights of another under Federal, State, or common law (See section 14411 et seq. Business and Professions Code) Publish: Mountain Views News xyxy=(706,404,873,461)
notice-paragraph: The following person(s) is (are) doing business as: HOT SHOT TRANSPORTATION, 2031 E. LUCIEN ST., COMPTON, CA 90222. Full name of registrant(s) is (are) EDWIN A. HUERTAS, 2031 E. LUCIEN ST., COMPTON, CA 90222. JOSE LEONEL AGUILAR, 2026 PARKWAY DR., SO. EL MONTE, CA 91733. This Business is conducted by: A GENERAL PARTNERSHIP. Signed: EDWIN A. HUERTAS. This statement was filed with the County Clerk of Los Angeles County on 12/13/11. The registrant(s) has (have) commenced to transact business under the fictitious business name or names listed above on 11/04/2011. NOTICE: This Fictitious Name Statement expires five years from the date it was filed in the office of the County Clerk. A new Fictitious Business Name Statement must be filed prior to that date. The filing of this statement does not of itself authorize the use in this state of a Fictitious Business Name in violation of the rights of another under Federal, State, or common law (See section 14411 et seq. Business and Professions Code) Publish: Mountain Views News xyxy=(358,138,525,205)
notice-paragraph: The following person(s) is (are) doing business as: ARMANI INTERNATIONAL, 303 W. LORAINE ST. UNIT 2, GLENDALE, CA 91202. Full name of registrant(s) is (are) VIOLETTE BAGHRAMARIAN, 303 W. LORAINE ST. UNIT 2, GLENDALE, CA 91202. This Business is conducted by: AN INDIVIDUAL. Signed: VIOLETTE BAGHRAMARIAN. This statement was filed with the County Clerk of Los Angeles County on 12/05/11. The registrant(s) has (have) commenced to transact business under the fictitious business name or names listed above on N/A. NOTICE: This Fictitious Name Statement expires five years from the date it was filed in the office of the County Clerk. A new Fictitious Business Name Statement must be filed prior to that date. The filing of this statement does not of itself authorize the use in this state of a Fictitious Business Name in violation of the rights of another under Federal, State, or common law (See section 14411 et seq. Business and Professions Code) Publish: Mountain Views News xyxy=(706,478,873,540)
legal-column xyxy=(184,96,351,1964)
notice-heading: FICTITIOUS BUSINESS NAME STATEMENT File No. 2011-148454 xyxy=(358,607,494,613)
notice-paragraph: The following person(s) is (are) doing business as: LA BELLA'S GIFT, 3802 E. PACIFIC COAST HWY #218, LONG BEACH, CA 90804. Full name of registrant(s) is (are) STEPHEN FORMAN, 1365 GRAND AVE, LONG BEACH, CA 90804. This Business is conducted by: AN INDIVIDUAL. Signed: STEPHEN FORMAN. This statement was filed with the County Clerk of Los Angeles County on 12/05/11. The registrant(s) has (have) commenced to transact business under the fictitious business name or names listed above on N/A. NOTICE: This Fictitious Name Statement expires five years from the date it was filed in the office of the County Clerk. A new Fictitious Business Name Statement must be filed prior to that date. The filing of this statement does not of itself authorize the use in this state of a Fictitious Business Name in violation of the rights of another under Federal, State, or common law (See section 14411 et seq. Business and Professions Code) Publish: Mountain Views News xyxy=(10,404,177,466)
notice-heading: FICTITIOUS BUSINESS NAME STATEMENT File No. 2011-145241 xyxy=(532,424,668,430)
notice-paragraph: The following person(s) is (are) doing business as: TAYLOR PRINTING COMPANY, TAYLOR MANAGEMENT, 26300 W. AGOURA RD. #102, CALABASAS, CA 91302. Full name of registrant(s) is (are) MATTHEW BRET TAYLOR, 5280 RAZOEKO CT, MOORPARK, CA 93021. This Business is conducted by: AN INDIVIDUAL. Signed: MATTHEW BRET TAYLOR. This statement was filed with the County Clerk of Los Angeles County on 12/07/11. The registrant(s) has (have) commenced to transact business under the fictitious business name or names listed above on 02/20/1992. NOTICE: This Fictitious Name Statement expires five years from the date it was filed in the office of the County Clerk. A new Fictitious Business Name Statement must be filed prior to that date. The filing of this statement does not of itself authorize the use in this state of a Fictitious Business Name in violation of the rights of another under Federal, State, or common law (See section 14411 et seq. Business and Professions Code) Publish: Mountain Views News xyxy=(10,718,177,780)
notice-paragraph: The following person(s) is (are) doing business as: CAMPOS WATERPROOFING, 718 N. BREED ST., L.A., CA 90033. Full name of registrant(s) is (are) HENRY CAMPOS, 432 S. WOODS AVE., L.A., CA 90022. This Business is conducted by: AN INDIVIDUAL. Signed: HENRY CAMPOS. This statement was filed with the County Clerk of Los Angeles County on 12/02/11. The registrant(s) has (have) commenced to transact business under the fictitious business name or names listed above on N/A. NOTICE: This Fictitious Name Statement expires five years from the date it was filed in the office of the County Clerk. A new Fictitious Business Name Statement must be filed prior to that date. The filing of this statement does not of itself authorize the use in this state of a Fictitious Business Name in violation of the rights of another under Federal, State, or common law (See section 14411 et seq. Business and Professions Code) Publish: Mountain Views News xyxy=(880,384,1047,441)
notice-paragraph: The following person(s) is (are) doing business as: J PRINCE MANAGEMENT, 918 ABBOT AVE., SAN GABRIEL, CA 91776. Full name of registrant(s) is (are) JOSEPH A. PRINCIPE, 918 ABBOT AVE., SAN GABRIEL, CA 91776. This Business is conducted by: AN INDIVIDUAL. Signed: JOSEPH A. PRINCIPE. This statement was filed with the County Clerk of Los Angeles County on 12/05/11. The registrant(s) has (have) commenced to transact business under the fictitious business name or names listed above on N/A. NOTICE: This Fictitious Name Statement expires five years from the date it was filed in the office of the County Clerk. A new Fictitious Business Name Statement must be filed prior to that date. The filing of this statement does not of itself authorize the use in this state of a Fictitious Business Name in violation of the rights of another under Federal, State, or common law (See section 14411 et seq. Business and Professions Code) Publish: Mountain Views News xyxy=(10,242,177,304)
notice-heading: Dates Pub: Dec 17, 24, 31, 2011 Jan. 07, 2012 xyxy=(880,521,966,527)
notice-heading: Dates Pub: Dec 17, 24, 31, 2011 Jan. 07, 2012 xyxy=(358,123,444,129)
notice-heading: Dates Pub: Dec 17, 24, 31, 2011 Jan. 07, 2012 xyxy=(532,490,618,496)
notice-paragraph: The following person(s) is (are) doing business as: VOGANEERS, SKY WELLNESS, 2245 S. BEVERLY GLEN BLVD. #207, L.A., CA 90064. Full name of registrant(s) is (are) NEETIN BHAGAT, NEESHA SOPRA, 2245 S. BEVERLY GLEN BLVD. #207, L.A., CA 90064. This Business is conducted by: HUSBAND and WIFE. Signed: NEESHA SOPRA. This statement was filed with the County Clerk of Los Angeles County on 12/05/11. The registrant(s) has (have) commenced to transact business under the fictitious business name or names listed above on N/A. NOTICE: This Fictitious Name Statement expires five years from the date it was filed in the office of the County Clerk. A new Fictitious Business Name Statement must be filed prior to that date. The filing of this statement does not of itself authorize the use in this state of a Fictitious Business Name in violation of the rights of another under Federal, State, or common law (See section 14411 et seq. Business and Professions Code) Publish: Mountain Views News xyxy=(184,242,351,304)
notice-heading: FICTITIOUS BUSINESS NAME STATEMENT File No. 2011-140608 xyxy=(706,151,842,157)
notice-heading: Dates Pub: Dec 10, 17, 24, 31, 2011 xyxy=(10,468,77,474)
notice-heading: FICTITIOUS BUSINESS NAME STATEMENT File No. 2011-139535 xyxy=(880,298,1016,304)
notice-heading: FICTITIOUS BUSINESS NAME STATEMENT File No. 2011-148383 xyxy=(358,131,494,137)
notice-paragraph: The following person(s) is (are) doing business as: PROVIDENT FINANCIAL GROUP, 3348 TEMPLE CITY BLVD., TEMPLE CITY, CA 91780. Full name of registrant(s) is (are) QUEENIE LAM, 3348 TEMPLE CITY BLVD., TEMPLE CITY, CA 91780. This Business is conducted by: AN INDIVIDUAL. Signed: QUEENIE LAM. This statement was filed with the County Clerk of Los Angeles County on 12/13/11. The registrant(s) has (have) commenced to transact business under the fictitious business name or names listed above on 02/10/1996. NOTICE: This Fictitious Name Statement expires five years from the date it was filed in the office of the County Clerk. A new Fictitious Business Name Statement must be filed prior to that date. The filing of this statement does not of itself authorize the use in this state of a Fictitious Business Name in violation of the rights of another under Federal, State, or common law (See section 14411 et seq. Business and Professions Code) Publish: Mountain Views News xyxy=(358,536,525,598)
notice-paragraph: is (are) DOUG TOURDOT, 248 S. BURNABY DR., GLENDORA, CA 91741. This Business is conducted by: AN INDIVIDUAL. Signed: DOUG TOURDOT. This statement was filed with the County Clerk of Los Angeles County on 11/18/11. The registrant(s) has (have) commenced to transact business under the fictitious business name or names listed above on 04/03/2001. NOTICE: This Fictitious Name Statement expires five years from the date it was filed in the office of the County Clerk. A new Fictitious Business Name Statement must be filed prior to that date. The filing of this statement does not of itself authorize the use in this state of a Fictitious Business Name in violation of the rights of another under Federal, State, or common law (See section 14411 et seq. Business and Professions Code) Publish: Mountain Views News xyxy=(184,96,351,147)
notice-heading: FICTITIOUS BUSINESS NAME STATEMENT File No. 2011-140701 xyxy=(880,528,1016,534)
notice-paragraph: The following person(s) is (are) doing business as: ROARKE INTERNATIONAL EXPORT, 333 W. GARVEY AVE. STE B552, MONTEREY PARK, CA 91754. Full name of registrant(s) is (are) ROSARIO D. ARELLANO, 333 W. GARVEY AVE. STE B552, MONTEREY PARK, CA 91754. This Business is conducted by: AN INDIVIDUAL. Signed: ROLANDO D. ARELLANO. This statement was filed with the County Clerk of Los Angeles County on 12/06/11. The registrant(s) has (have) commenced to transact business under the fictitious business name or names listed above on N/A. NOTICE: This Fictitious Name Statement expires five years from the date it was filed in the office of the County Clerk. A new Fictitious Business Name Statement must be filed prior to that date. The filing of this statement does not of itself authorize the use in this state of a Fictitious Business Name in violation of the rights of another under Federal, State, or common law (See section 14411 et seq. Business and Professions Code) Publish: Mountain Views News xyxy=(10,640,177,702)
notice-heading: Dates Pub: Dec 17, 24, 31, 2011 Jan. 07, 2012 xyxy=(358,364,444,370)
notice-heading: FICTITIOUS BUSINESS NAME STATEMENT File No. 2011-146019 xyxy=(10,156,146,162)
notice-heading: Dates Pub: Dec 10, 17, 24, 31, 2011 xyxy=(10,782,77,788)
notice-heading: FICTITIOUS BUSINESS NAME STATEMENT File No. 2011-141586 xyxy=(10,235,146,241)
notice-heading: Dates Pub: Dec 17, 24, 31, 2011 Jan. 07, 2012 xyxy=(184,541,270,547)
